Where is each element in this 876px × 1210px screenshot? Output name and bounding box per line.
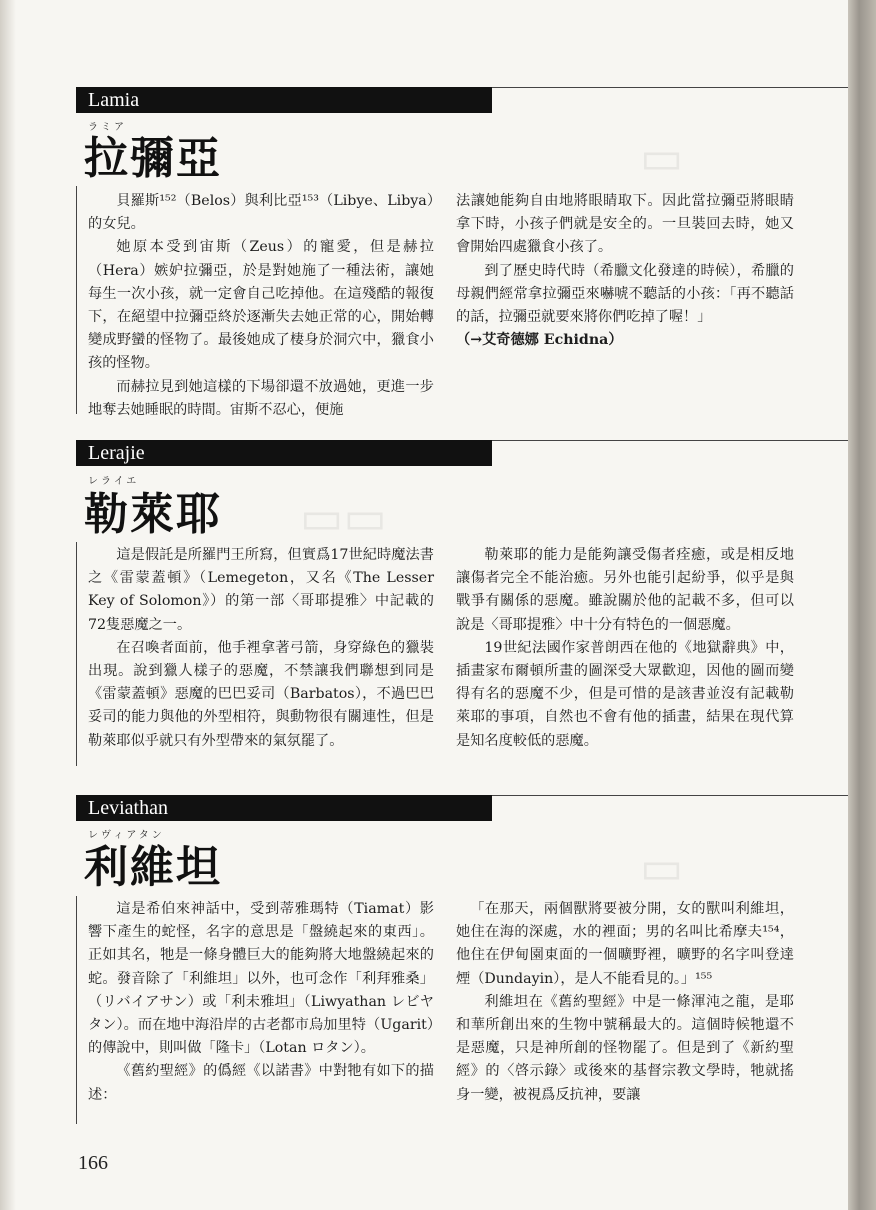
entry-left-column xyxy=(88,190,434,422)
bleed-through-shadow: ▭▭ xyxy=(300,490,387,544)
header-rule xyxy=(492,87,848,88)
entry-left-column xyxy=(88,544,434,753)
entry-english-name: Leviathan xyxy=(88,797,168,819)
paragraph: 勒萊耶的能力是能夠讓受傷者痊癒，或是相反地讓傷者完全不能治癒。另外也能引起紛爭，似乎是與戰爭有關係的惡魔。雖說關於他的記載不多，但可以說是〈哥耶提雅〉中十分有特色的一個惡魔。 xyxy=(456,547,794,633)
entry-heading: 勒萊耶 xyxy=(84,489,222,540)
entry-english-name: Lerajie xyxy=(88,442,145,464)
paragraph: 她原本受到宙斯（Zeus）的寵愛，但是赫拉（Hera）嫉妒拉彌亞，於是對她施了一種法術，讓她每生一次小孩，就一定會自己吃掉他。在這殘酷的報復下，在絕望中拉彌亞終於逐漸失去她正常的心，開始轉變成野蠻的怪物了。最後她成了棲身於洞穴中，獵食小孩的怪物。 xyxy=(88,239,434,372)
paragraph: 《舊約聖經》的僞經《以諾書》中對牠有如下的描述： xyxy=(88,1063,434,1103)
page-gutter xyxy=(0,0,16,1210)
entry-right-column xyxy=(456,898,794,1107)
paragraph: 在召喚者面前，他手裡拿著弓箭，身穿綠色的獵裝出現。說到獵人樣子的惡魔，不禁讓我們聯想到同是《雷蒙蓋頓》惡魔的巴巴妥司（Barbatos），不過巴巴妥司的能力與他的外型相符，與動物很有關連性，但是勒萊耶似乎就只有外型帶來的氣氛罷了。 xyxy=(88,639,434,749)
paragraph: 19世紀法國作家普朗西在他的《地獄辭典》中，插畫家布爾頓所畫的圖深受大眾歡迎，因他的圖而變得有名的惡魔不少，但是可惜的是該書並沒有記載勒萊耶的事項，自然也不會有他的插畫，結果在現代算是知名度較低的惡魔。 xyxy=(456,639,794,749)
quotation: 「在那天，兩個獸將要被分開，女的獸叫利維坦，她住在海的深處，水的裡面；男的名叫比希摩夫¹⁵⁴，他住在伊甸園東面的一個曠野裡，曠野的名字叫登達煙（Dundayin），是人不能看見的。」¹⁵⁵ xyxy=(456,901,794,987)
entry-kana: レライエ xyxy=(88,476,140,487)
entry-english-name: Lamia xyxy=(88,89,140,111)
entry-heading: 拉彌亞 xyxy=(84,133,222,184)
bleed-through-shadow: ▭ xyxy=(640,840,684,894)
entry-kana: レヴィアタン xyxy=(88,830,165,841)
column-rule xyxy=(76,186,77,414)
paragraph: 這是希伯來神話中，受到蒂雅瑪特（Tiamat）影響下產生的蛇怪，名字的意思是「盤繞起來的東西」。正如其名，牠是一條身體巨大的能夠將大地盤繞起來的蛇。發音除了「利維坦」以外，也可念作「利拜雅桑」（リバイアサン）或「利未雅坦」（Liwyathan レビヤタン）。而在地中海沿岸的古老都市烏加里特（Ugarit）的傳說中，則叫做「隆卡」（Lotan ロタン）。 xyxy=(88,901,434,1057)
paragraph: 貝羅斯¹⁵²（Belos）與利比亞¹⁵³（Libye、Libya）的女兒。 xyxy=(88,193,434,233)
cross-reference: （→艾奇德娜 Echidna） xyxy=(456,332,623,349)
book-edge xyxy=(848,0,876,1210)
column-rule xyxy=(76,896,77,1124)
paragraph: 而赫拉見到她這樣的下場卻還不放過她，更進一步地奪去她睡眠的時間。宙斯不忍心，便施 xyxy=(88,378,434,418)
column-rule xyxy=(76,542,77,766)
bleed-through-shadow: ▭ xyxy=(640,130,684,184)
paragraph: 這是假託是所羅門王所寫，但實爲17世紀時魔法書之《雷蒙蓋頓》（Lemegeton，又名《The Lesser Key of Solomon》）的第一部〈哥耶提雅〉中記載的72隻惡魔之一。 xyxy=(88,547,434,633)
entry-heading: 利維坦 xyxy=(84,842,222,893)
entry-title-bar xyxy=(76,795,492,821)
entry-right-column xyxy=(456,544,794,753)
page-number: 166 xyxy=(78,1152,108,1174)
paragraph: 法讓她能夠自由地將眼睛取下。因此當拉彌亞將眼睛拿下時，小孩子們就是安全的。一旦裝回去時，她又會開始四處獵食小孩了。 xyxy=(456,193,794,256)
entry-title-bar xyxy=(76,87,492,113)
header-rule xyxy=(492,795,848,796)
paragraph: 到了歷史時代時（希臘文化發達的時候），希臘的母親們經常拿拉彌亞來嚇唬不聽話的小孩：「再不聽話的話，拉彌亞就要來將你們吃掉了喔！」 xyxy=(456,262,794,326)
entry-left-column xyxy=(88,898,434,1107)
entry-title-bar xyxy=(76,440,492,466)
entry-kana: ラミア xyxy=(88,122,127,133)
header-rule xyxy=(492,440,848,441)
entry-right-column xyxy=(456,190,794,352)
paragraph: 利維坦在《舊約聖經》中是一條渾沌之龍，是耶和華所創出來的生物中號稱最大的。這個時候牠還不是惡魔，只是神所創的怪物罷了。但是到了《新約聖經》的〈啓示錄〉或後來的基督宗教文學時，牠就搖身一變，被視爲反抗神，要讓 xyxy=(456,993,794,1103)
